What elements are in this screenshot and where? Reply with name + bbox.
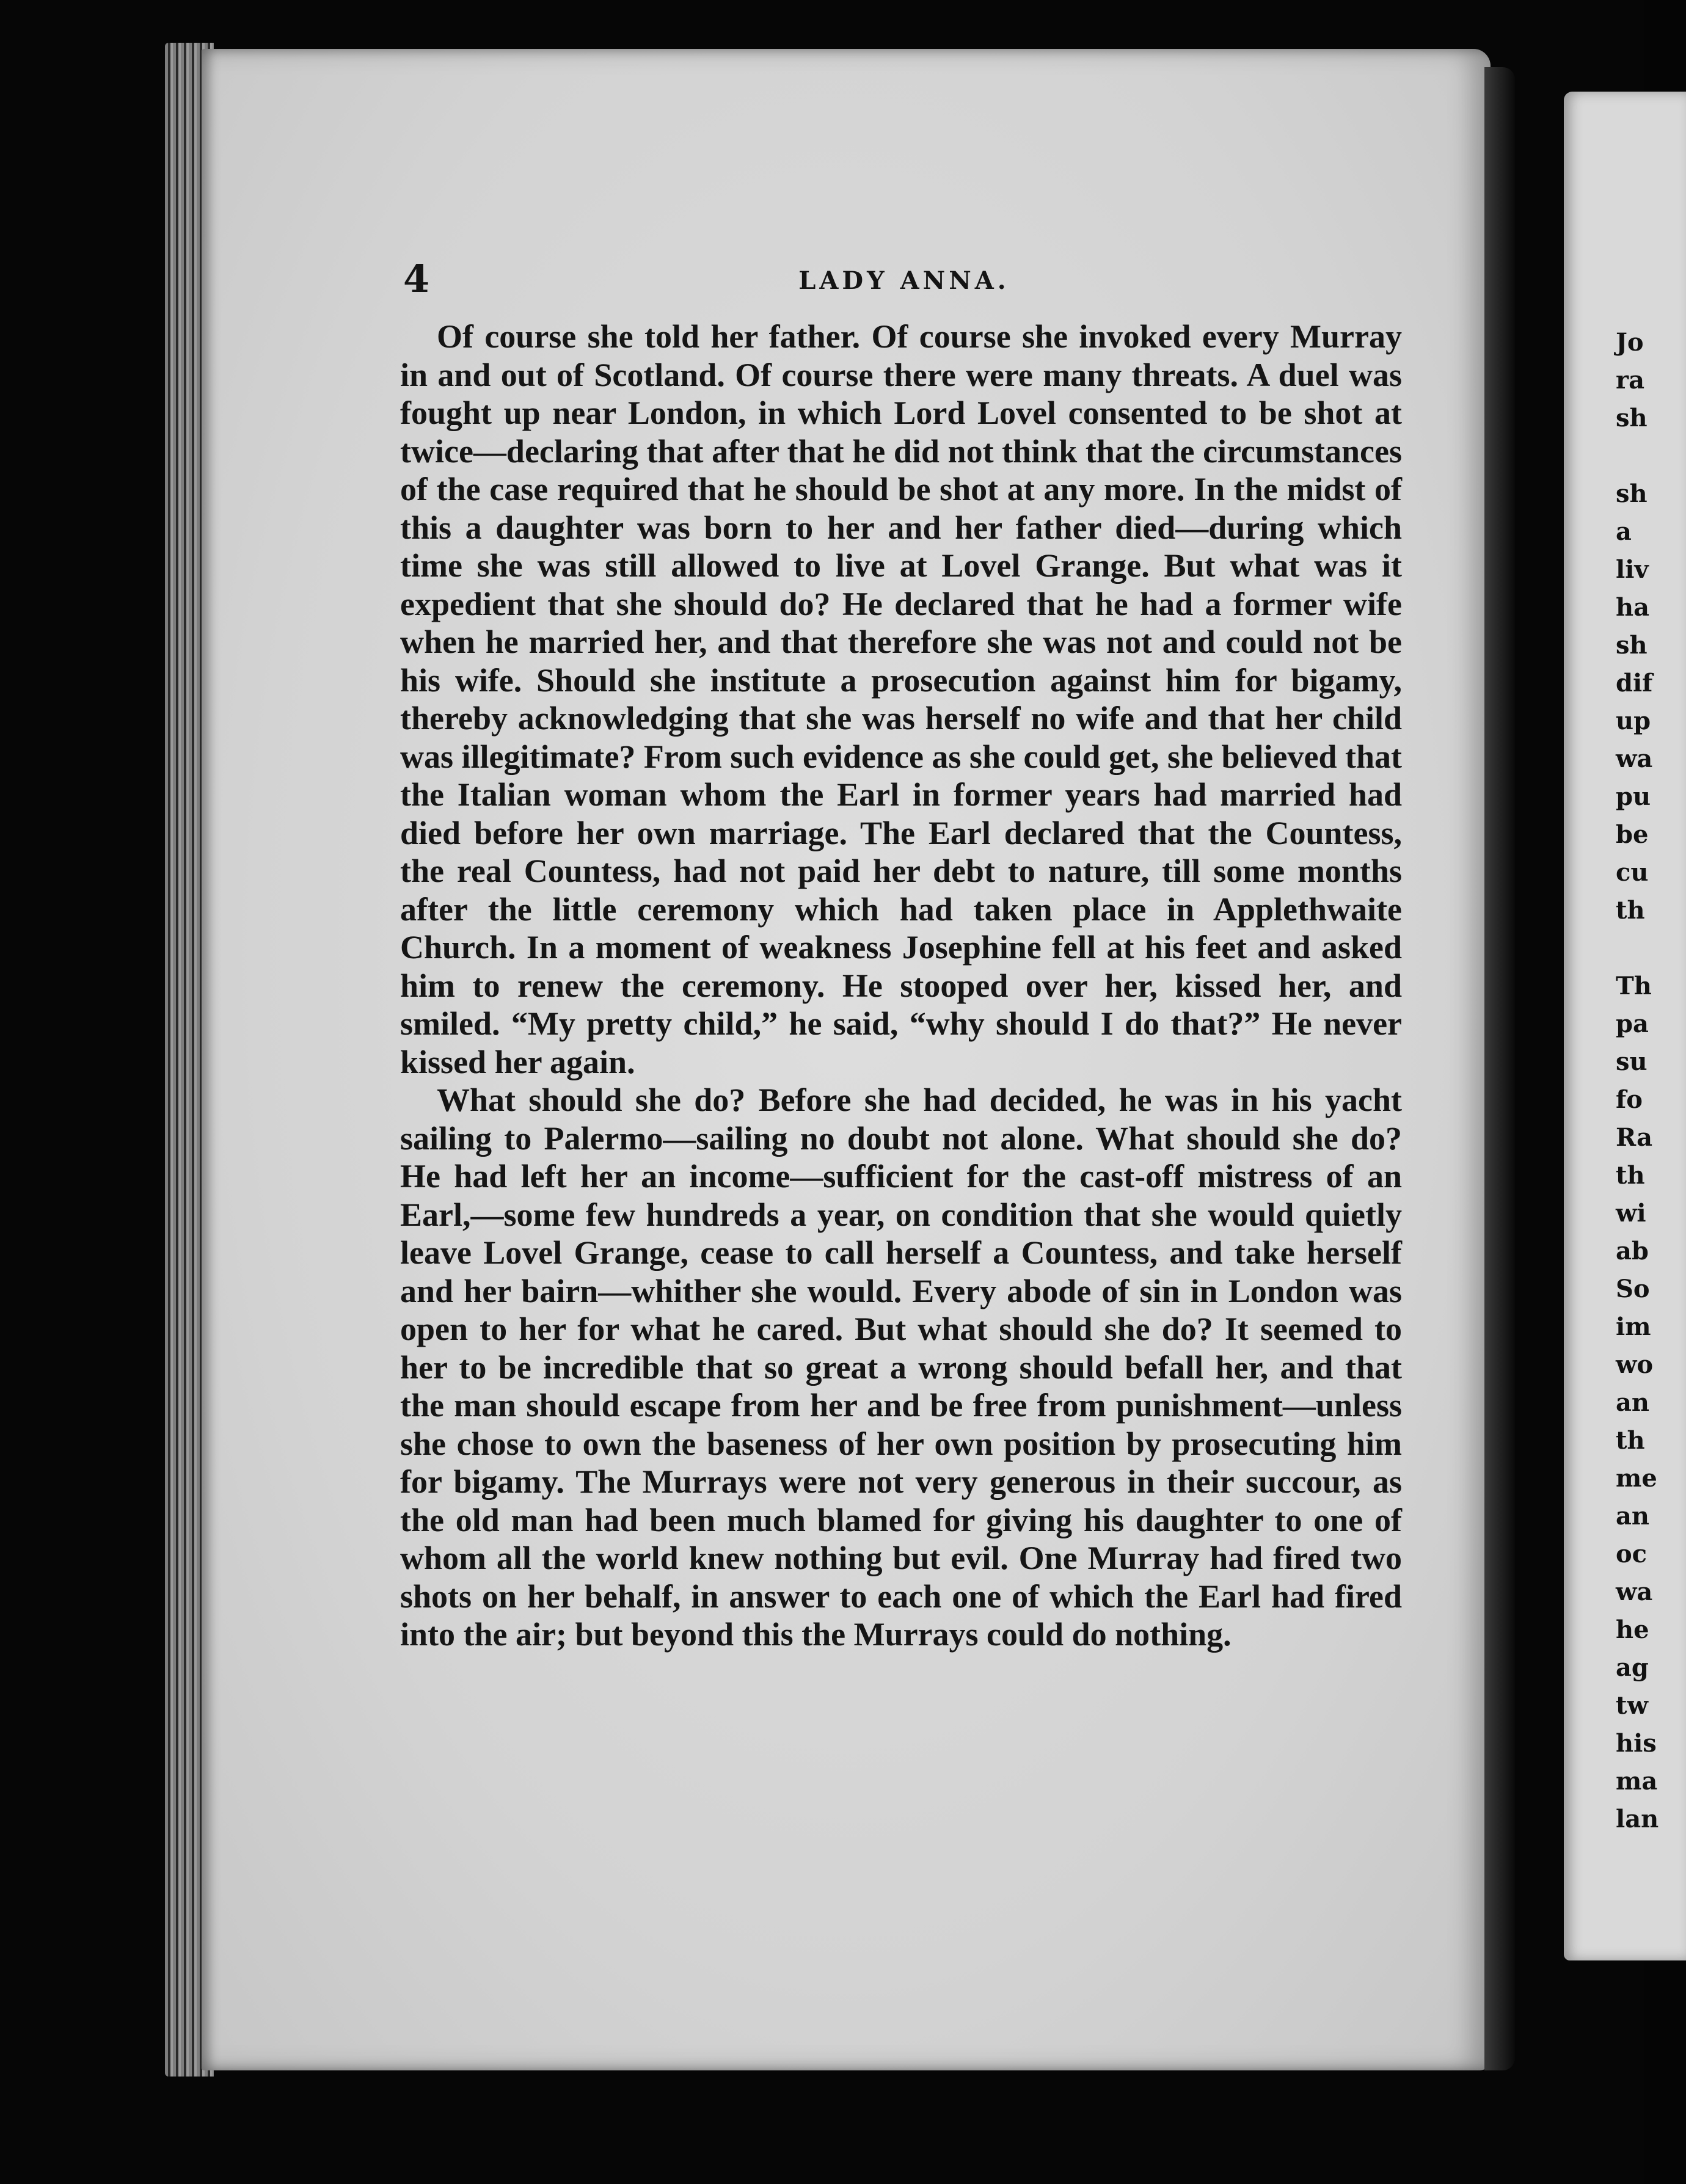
- page-number: 4: [403, 257, 430, 301]
- paragraph: What should she do? Before she had decided, he was in his yacht sailing to Palermo—sailing no doubt not alone. What should she do? He had left her an income—sufficient for the cast-off mistress of an Earl,—some few hundreds a year, on condition that she would quietly leave Lovel Grange, cease to call herself a Countess, and take herself and her bairn—whither she would. Every abode of sin in London was open to her for what he cared. But what should she do? It seemed to her to be incredible that so great a wrong should befall her, and that the man should escape from her and be free from punishment—unless she chose to own the baseness of her own position by prosecuting him for bigamy. The Murrays were not very generous in their succour, as the old man had been much blamed for giving his daughter to one of whom all the world knew nothing but evil. One Murray had fired two shots on her behalf, in answer to each one of which the Earl had fired into the air; but beyond this the Murrays could do nothing.: [400, 1082, 1402, 1653]
- page-body: [400, 318, 1402, 1654]
- paragraph: Of course she told her father. Of course she invoked every Murray in and out of Scotland. Of course there were many threats. A duel was fought up near London, in which Lord Lovel consented to be shot at twice—declaring that after that he did not think that the circumstances of the case required that he should be shot at any more. In the midst of this a daughter was born to her and her father died—during which time she was still allowed to live at Lovel Grange. But what was it expedient that she should do? He declared that he had a former wife when he married her, and that therefore she was not and could not be his wife. Should she institute a prosecution against him for bigamy, thereby acknowledging that she was herself no wife and that her child was illegitimate? From such evidence as she could get, she believed that the Italian woman whom the Earl in former years had married had died before her own marriage. The Earl declared that the Countess, the real Countess, had not paid her debt to nature, till some months after the little ceremony which had taken place in Applethwaite Church. In a moment of weakness Josephine fell at his feet and asked him to renew the ceremony. He stooped over her, kissed her, and smiled. “My pretty child,” he said, “why should I do that?” He never kissed her again.: [400, 318, 1402, 1080]
- running-title: LADY ANNA.: [798, 266, 1010, 295]
- facing-page-text-fragments: Jo ra sh sh a liv ha sh dif up wa pu be cu th Th pa su fo Ra th wi ab So im wo an th me an oc wa he ag tw his ma lan: [1616, 328, 1659, 1833]
- page-header: [403, 257, 1405, 305]
- gutter-shadow: [1484, 67, 1515, 2070]
